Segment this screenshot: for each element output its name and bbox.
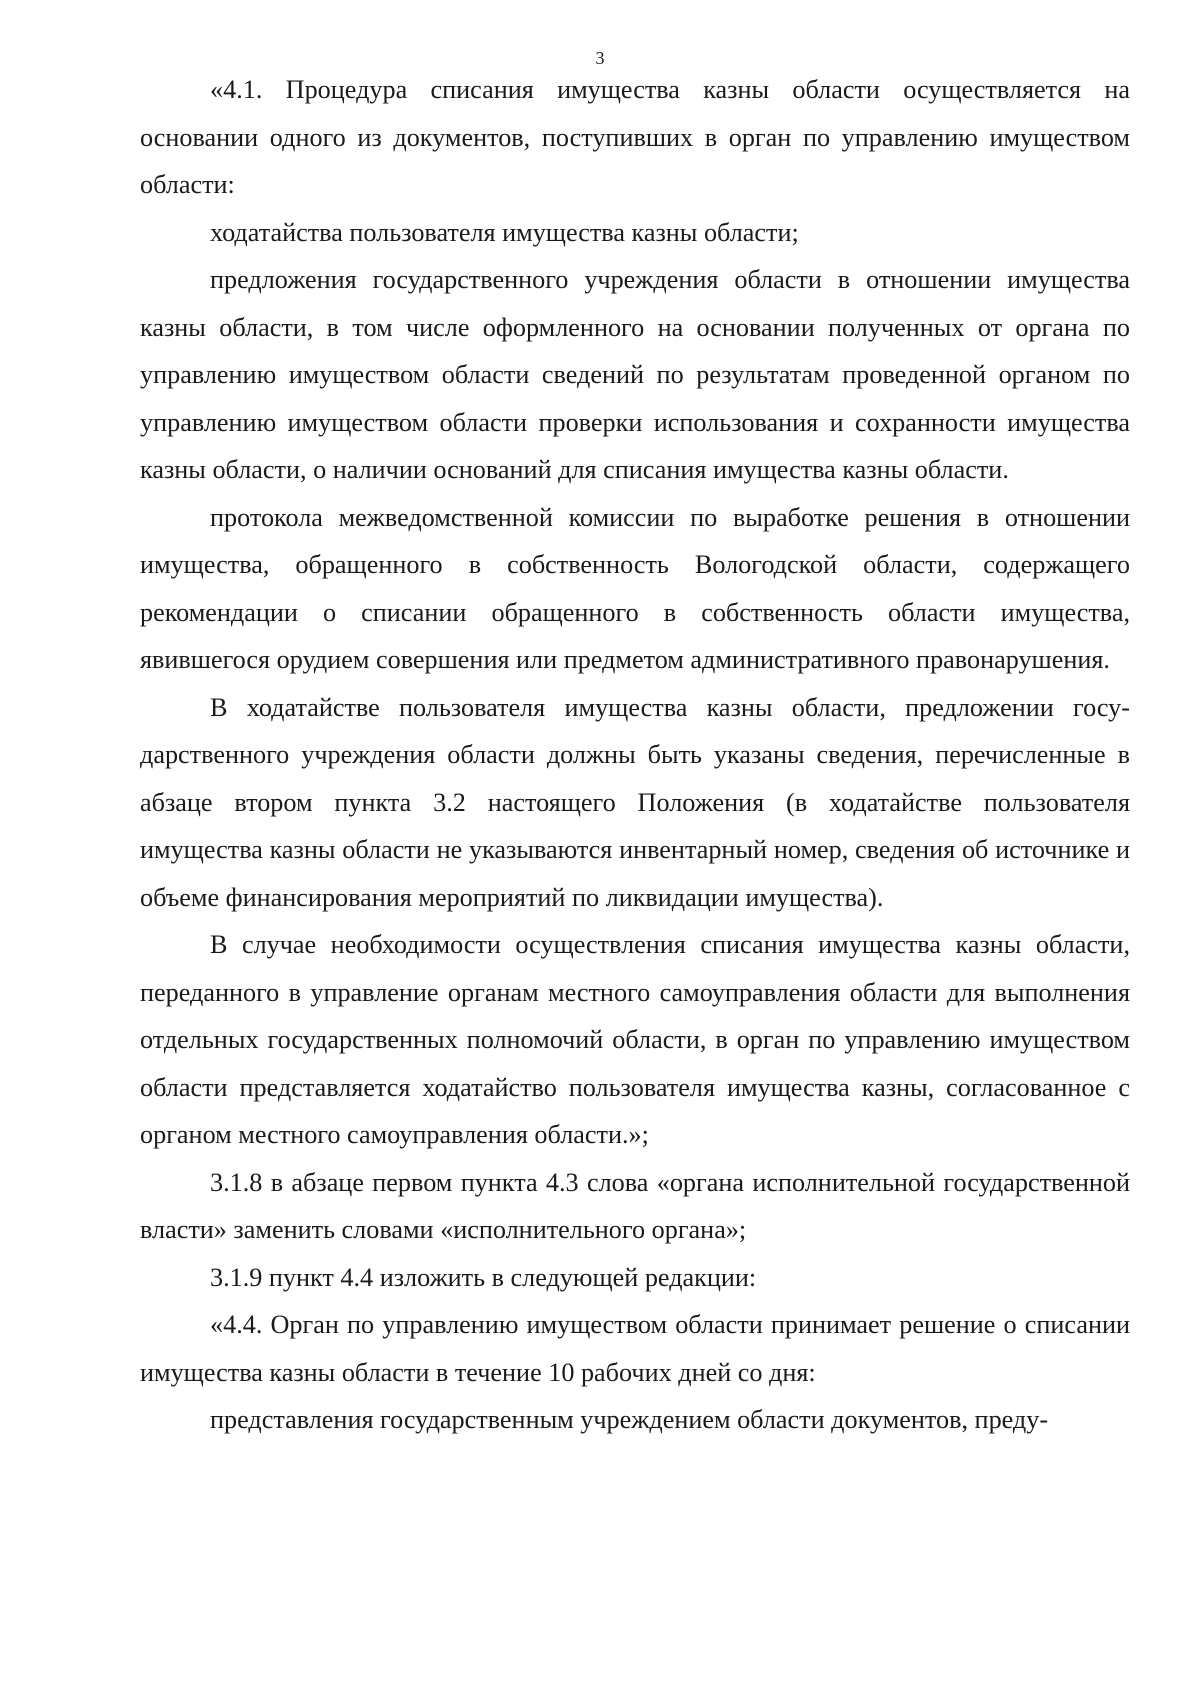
page-number: 3 (595, 48, 605, 68)
paragraph-submission: представления государственным учреждением области документов, преду- (210, 1405, 1049, 1434)
paragraph-4-1-intro: «4.1. Процедура списания имущества казны области осуществляется на основании одного из документов, поступивших в орган по управлению имуществом области: (140, 75, 1130, 199)
paragraph-local-government: В случае необходимости осуществления списания имущества казны области, переданного в управление органам местного самоуправления области для выполнения отдельных государственных полномочий области, в орган по управлению имуществом области представляется ходатайство пользователя имущества казны, согласованное с органом местного самоуправления области.»; (140, 930, 1130, 1149)
paragraph-commission-protocol: протокола межведомственной комиссии по выработке решения в отношении имущества, обращенного в собственность Вологодской области, содержащего рекомендации о списании обращенного в собственность области имущества, явившегося орудием совершения или предметом административного правонарушения. (140, 502, 1130, 674)
paragraph-institution-proposal: предложения государственного учреждения области в отношении имущества казны области, в том числе оформленного на основании полученных от органа по управлению имуществом области сведений по результатам проведенной органом по управлению имуществом области проверки использования и сохранности имущества казны области, о наличии оснований для списания имущества казны области. (140, 265, 1130, 484)
paragraph-4-4: «4.4. Орган по управлению имуществом области принимает решение о списании имущества казны области в течение 10 рабочих дней со дня: (140, 1310, 1130, 1387)
paragraph-petition-details: В ходатайстве пользователя имущества казны области, предложении государственного учреждения области должны быть указаны сведения, перечисленные в абзаце втором пункта 3.2 настоящего Положения (в ходатайстве пользователя имущества казны области не указываются инвентарный номер, сведения об источнике и объеме финансирования мероприятий по ликвидации имущества). (140, 692, 1130, 912)
document-body (140, 66, 1130, 1444)
paragraph-petition: ходатайства пользователя имущества казны области; (210, 217, 799, 247)
paragraph-3-1-8: 3.1.8 в абзаце первом пункта 4.3 слова «органа исполнительной государственной власти» заменить словами «исполнительного органа»; (140, 1167, 1130, 1244)
paragraph-3-1-9: 3.1.9 пункт 4.4 изложить в следующей редакции: (210, 1262, 757, 1292)
